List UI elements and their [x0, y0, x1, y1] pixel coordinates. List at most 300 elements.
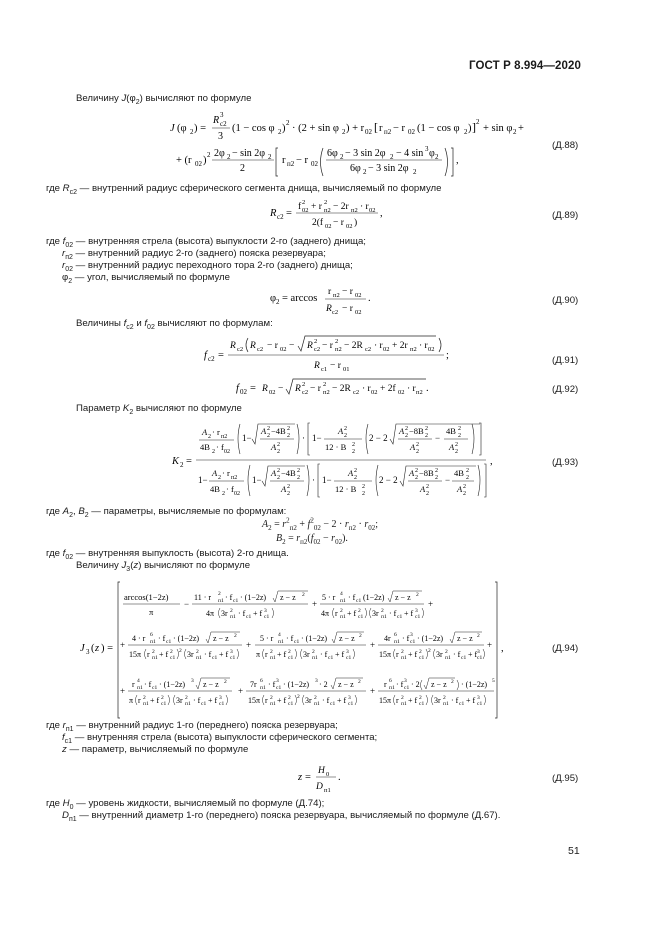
- formula-b2: $B_2 = r_{п2}(f_{02} - r_{02})$.: [276, 533, 348, 546]
- svg-text:2: 2: [340, 608, 343, 614]
- svg-text:A: A: [409, 468, 415, 478]
- svg-text:c1: c1: [348, 701, 354, 707]
- svg-text:п1: п1: [270, 655, 276, 661]
- svg-text:02: 02: [311, 160, 318, 168]
- eq-number-d88: (Д.88): [552, 140, 579, 151]
- svg-text:2: 2: [268, 153, 272, 161]
- svg-text:+ f: + f: [219, 650, 229, 659]
- text-f02-definition: где $f_{02}$ — внутренняя стрела (высота) выпуклости 2-го (заднего) днища;: [46, 236, 366, 249]
- svg-text:2: 2: [405, 433, 408, 439]
- svg-text:2: 2: [314, 695, 317, 701]
- svg-text:п2: п2: [287, 160, 295, 168]
- svg-text:2: 2: [323, 381, 327, 388]
- svg-text:2: 2: [161, 695, 164, 701]
- svg-text:п2: п2: [231, 475, 238, 481]
- svg-text:· r: · r: [360, 202, 369, 212]
- svg-text:c2: c2: [365, 346, 372, 353]
- svg-text:3: 3: [425, 145, 429, 153]
- svg-text:c2: c2: [353, 389, 360, 396]
- svg-text:· f: · f: [348, 593, 356, 602]
- svg-text:D: D: [316, 782, 323, 792]
- svg-text:A: A: [271, 442, 277, 452]
- svg-text:2: 2: [463, 484, 466, 490]
- svg-text:H: H: [318, 766, 325, 776]
- svg-text:12 · B: 12 · B: [325, 442, 347, 452]
- svg-text:R: R: [230, 341, 236, 351]
- svg-text:2: 2: [428, 648, 431, 654]
- svg-text:6: 6: [150, 632, 153, 638]
- svg-text:z − z: z − z: [457, 634, 473, 643]
- svg-text:=: =: [218, 350, 224, 361]
- text-rp1-definition: где $r_{п1}$ — внутренний радиус 1-го (переднего) пояска резервуара;: [46, 720, 338, 733]
- svg-text:+: +: [428, 599, 434, 609]
- svg-text:2: 2: [405, 426, 408, 432]
- svg-text:п1: п1: [230, 614, 236, 620]
- svg-text:п2: п2: [324, 207, 331, 214]
- svg-text:+: +: [246, 640, 252, 650]
- svg-text:15π: 15π: [379, 696, 392, 705]
- svg-text:12 · B: 12 · B: [335, 484, 357, 494]
- svg-text:A: A: [261, 426, 267, 436]
- svg-text:+ 2f: + 2f: [380, 384, 396, 394]
- svg-text:c1: c1: [219, 701, 225, 707]
- svg-text:0: 0: [326, 771, 330, 778]
- svg-text:2: 2: [278, 128, 282, 136]
- svg-text:π: π: [129, 696, 134, 705]
- svg-text:5: 5: [492, 678, 495, 684]
- svg-text:r: r: [265, 650, 268, 659]
- svg-text:− r: − r: [333, 218, 344, 228]
- svg-text:п2: п2: [416, 389, 423, 396]
- svg-text:п1: п1: [312, 655, 318, 661]
- svg-text:02: 02: [302, 207, 309, 214]
- svg-text:2: 2: [340, 153, 344, 161]
- svg-text:02: 02: [355, 292, 362, 299]
- svg-text:02: 02: [195, 160, 202, 168]
- svg-text:−: −: [445, 475, 451, 485]
- svg-text:2: 2: [277, 449, 280, 455]
- svg-text:arccos(1−2z): arccos(1−2z): [124, 592, 169, 602]
- svg-text:4B: 4B: [200, 442, 210, 452]
- svg-text:): ): [282, 123, 286, 134]
- text-k2-intro: Параметр $K_2$ вычисляют по формуле: [76, 403, 242, 416]
- svg-text:2: 2: [143, 695, 146, 701]
- svg-text:п1: п1: [137, 685, 143, 691]
- svg-text:02: 02: [269, 389, 276, 396]
- svg-text:=: =: [186, 456, 192, 467]
- svg-text:− r: − r: [342, 287, 353, 297]
- svg-text:c1: c1: [419, 701, 425, 707]
- svg-text:1−: 1−: [252, 475, 262, 485]
- svg-text:) =: ) =: [194, 123, 207, 134]
- svg-text:2: 2: [276, 298, 280, 306]
- svg-text:−8B: −8B: [409, 426, 424, 436]
- text-fc1-definition: $f_{c1}$ — внутренняя стрела (высота) выпуклости сферического сегмента;: [62, 732, 378, 745]
- svg-text:r: r: [132, 680, 135, 689]
- text-j-phi2-intro: Величину $J(\varphi_2)$ вычисляют по формуле: [76, 93, 252, 106]
- svg-text:2: 2: [287, 491, 290, 497]
- svg-text:+: +: [370, 686, 376, 696]
- svg-text:r: r: [396, 650, 399, 659]
- formula-d95: [298, 763, 358, 797]
- svg-text:4B: 4B: [454, 468, 464, 478]
- svg-text:6: 6: [389, 678, 392, 684]
- svg-text:п1: п1: [270, 701, 276, 707]
- svg-text:· 2: · 2: [319, 680, 328, 689]
- svg-text:п1: п1: [196, 655, 202, 661]
- svg-text:,: ,: [501, 643, 504, 654]
- svg-text:· f: · f: [322, 696, 330, 705]
- svg-text:c1: c1: [328, 655, 334, 661]
- text-dp1-definition: $D_{п1}$ — внутренний диаметр 1-го (переднего) пояска резервуара, вычисляемый по формуле (Д.67).: [62, 810, 501, 823]
- formula-d92: [236, 376, 436, 398]
- svg-text:c1: c1: [170, 655, 176, 661]
- svg-text:· f: · f: [268, 680, 276, 689]
- svg-text:2: 2: [352, 449, 355, 455]
- svg-text:A: A: [420, 484, 426, 494]
- svg-text:· f: · f: [238, 609, 246, 618]
- svg-text:,: ,: [456, 155, 459, 166]
- eq-number-d95: (Д.95): [552, 773, 579, 784]
- svg-text:2: 2: [458, 433, 461, 439]
- svg-text:+ f: + f: [277, 696, 287, 705]
- svg-text:2: 2: [435, 475, 438, 481]
- svg-text:2: 2: [413, 168, 417, 176]
- svg-text:02: 02: [398, 389, 405, 396]
- svg-text:2: 2: [287, 484, 290, 490]
- svg-text:2: 2: [222, 491, 225, 497]
- svg-text:2: 2: [207, 151, 211, 159]
- svg-text:2: 2: [218, 475, 221, 481]
- svg-text:2: 2: [416, 442, 419, 448]
- svg-text:2: 2: [443, 695, 446, 701]
- svg-text:02: 02: [371, 389, 378, 396]
- svg-text:3: 3: [264, 608, 267, 614]
- svg-text:= arccos: = arccos: [282, 293, 318, 304]
- svg-text:· f: · f: [396, 680, 404, 689]
- text-phi2-definition: $\varphi_2$ — угол, вычисляемый по формуле: [62, 272, 230, 285]
- svg-text:2: 2: [302, 199, 306, 206]
- svg-text:1−: 1−: [312, 433, 322, 443]
- svg-text:c1: c1: [233, 598, 239, 604]
- svg-text:2: 2: [277, 468, 280, 474]
- svg-text:2: 2: [390, 153, 394, 161]
- svg-text:− r: − r: [310, 384, 321, 394]
- svg-text:): ): [354, 218, 358, 228]
- svg-text:2: 2: [286, 119, 290, 127]
- svg-text:3r: 3r: [305, 696, 312, 705]
- svg-text:c1: c1: [161, 701, 167, 707]
- svg-text:c1: c1: [230, 655, 236, 661]
- svg-text:2: 2: [344, 433, 347, 439]
- svg-text:=: =: [286, 208, 292, 219]
- svg-text:· f: · f: [158, 634, 166, 643]
- svg-text:2: 2: [416, 592, 419, 598]
- svg-text:c1: c1: [346, 655, 352, 661]
- svg-text:3: 3: [191, 678, 194, 684]
- svg-text:c1: c1: [330, 701, 336, 707]
- svg-text:2: 2: [352, 442, 355, 448]
- svg-text:+: +: [238, 686, 244, 696]
- svg-text:+ f: + f: [468, 650, 478, 659]
- svg-text:2: 2: [152, 649, 155, 655]
- svg-text:c1: c1: [358, 614, 364, 620]
- svg-text:2: 2: [476, 118, 480, 126]
- svg-text:4r: 4r: [384, 634, 391, 643]
- svg-text:2 − 2: 2 − 2: [379, 475, 398, 485]
- formula-d93: [172, 420, 502, 502]
- svg-text:· (2 + sin φ: · (2 + sin φ: [292, 123, 339, 134]
- eq-number-d90: (Д.90): [552, 295, 579, 306]
- svg-text:2: 2: [358, 608, 361, 614]
- svg-text:· f: · f: [320, 650, 328, 659]
- svg-text:c1: c1: [477, 655, 483, 661]
- formula-d91: [204, 334, 454, 374]
- svg-text:2: 2: [455, 449, 458, 455]
- svg-text:A: A: [281, 484, 287, 494]
- svg-text:r: r: [265, 696, 268, 705]
- svg-text:2: 2: [190, 128, 194, 136]
- text-h0-definition: где $H_0$ — уровень жидкости, вычисляемый по формуле (Д.74);: [46, 798, 325, 811]
- svg-text:2: 2: [170, 649, 173, 655]
- svg-text:3: 3: [218, 131, 223, 142]
- svg-text:− 2R: − 2R: [332, 384, 351, 394]
- svg-text:п1: п1: [381, 614, 387, 620]
- svg-text:2: 2: [230, 608, 233, 614]
- svg-text:2: 2: [359, 633, 362, 639]
- svg-text:2: 2: [466, 468, 469, 474]
- svg-text:c1: c1: [321, 366, 328, 373]
- svg-text:3r: 3r: [434, 696, 441, 705]
- svg-text:2: 2: [314, 338, 318, 345]
- svg-text:c1: c1: [294, 639, 300, 645]
- svg-text:·: ·: [302, 433, 305, 443]
- svg-text:φ: φ: [429, 148, 435, 159]
- svg-text:c1: c1: [410, 639, 416, 645]
- svg-text:−: −: [289, 341, 295, 351]
- svg-text:02: 02: [280, 346, 287, 353]
- svg-text:3: 3: [415, 608, 418, 614]
- svg-text:3: 3: [276, 678, 279, 684]
- svg-text:· f: · f: [226, 484, 234, 494]
- eq-number-d93: (Д.93): [552, 457, 579, 468]
- svg-text:A: A: [399, 426, 405, 436]
- svg-text:1−: 1−: [322, 475, 332, 485]
- svg-text:2: 2: [426, 491, 429, 497]
- svg-text:3: 3: [315, 678, 318, 684]
- svg-text:2: 2: [401, 649, 404, 655]
- svg-text:2: 2: [363, 168, 367, 176]
- svg-text:2: 2: [354, 475, 357, 481]
- svg-text:2: 2: [419, 695, 422, 701]
- svg-text:r: r: [335, 609, 338, 618]
- svg-text:r: r: [138, 696, 141, 705]
- svg-text:2: 2: [381, 608, 384, 614]
- svg-text:15π: 15π: [379, 650, 392, 659]
- svg-text:02: 02: [365, 128, 372, 136]
- svg-text:4B: 4B: [446, 426, 456, 436]
- svg-text:c1: c1: [415, 614, 421, 620]
- svg-text:15π: 15π: [248, 696, 261, 705]
- svg-text:,: ,: [380, 208, 383, 219]
- svg-text:02: 02: [369, 207, 376, 214]
- svg-text:2: 2: [451, 679, 454, 685]
- svg-text:;: ;: [446, 350, 449, 361]
- svg-text:− r: − r: [322, 341, 333, 351]
- svg-text:c1: c1: [166, 639, 172, 645]
- svg-text:+ f: + f: [253, 609, 263, 618]
- svg-text:+ f: + f: [408, 650, 418, 659]
- svg-text:+ f: + f: [347, 609, 357, 618]
- svg-text:п1: п1: [394, 639, 400, 645]
- svg-text:3r: 3r: [176, 696, 183, 705]
- svg-text:3: 3: [86, 648, 90, 656]
- svg-text:2: 2: [344, 426, 347, 432]
- svg-text:c1: c1: [212, 655, 218, 661]
- svg-text:п1: п1: [340, 598, 346, 604]
- svg-text:п1: п1: [314, 701, 320, 707]
- svg-text:5 · r: 5 · r: [260, 634, 274, 643]
- svg-text:2: 2: [180, 461, 184, 469]
- svg-text:п2: п2: [333, 292, 340, 299]
- svg-text:15π: 15π: [129, 650, 142, 659]
- svg-text:7r: 7r: [250, 680, 257, 689]
- svg-text:r: r: [328, 287, 332, 297]
- svg-text:z: z: [95, 643, 100, 654]
- svg-text:3: 3: [346, 649, 349, 655]
- svg-text:) + r: ) + r: [346, 123, 365, 134]
- svg-text:2: 2: [425, 426, 428, 432]
- svg-text:п1: п1: [389, 685, 395, 691]
- formula-d89: [270, 198, 400, 232]
- svg-text:4π: 4π: [321, 609, 330, 618]
- svg-text:3: 3: [230, 649, 233, 655]
- svg-text:z: z: [298, 772, 303, 783]
- svg-text:−: −: [184, 599, 190, 609]
- svg-text:2: 2: [458, 426, 461, 432]
- svg-text:2: 2: [401, 695, 404, 701]
- svg-text:· r: · r: [419, 341, 428, 351]
- svg-text:): ): [203, 155, 207, 166]
- svg-text:r: r: [379, 123, 383, 134]
- svg-text:2: 2: [312, 649, 315, 655]
- svg-text:1−: 1−: [198, 475, 208, 485]
- svg-text:п2: п2: [410, 346, 417, 353]
- svg-text:c1: c1: [288, 701, 294, 707]
- svg-text:c1: c1: [404, 685, 410, 691]
- svg-text:3: 3: [410, 632, 413, 638]
- svg-text:(1 − cos φ: (1 − cos φ: [232, 123, 275, 134]
- svg-text:c1: c1: [356, 598, 362, 604]
- text-rc2-definition: где $R_{c2}$ — внутренний радиус сферического сегмента днища, вычисляемый по формуле: [46, 183, 442, 196]
- svg-text:+ f: + f: [466, 696, 476, 705]
- svg-text:c1: c1: [152, 685, 158, 691]
- svg-text:c2: c2: [237, 346, 244, 353]
- svg-text:· (1−2z): · (1−2z): [240, 593, 267, 602]
- svg-text:+ f: + f: [159, 650, 169, 659]
- standard-header: ГОСТ Р 8.994—2020: [469, 60, 581, 72]
- svg-text:−4B: −4B: [281, 468, 296, 478]
- svg-text:c2: c2: [220, 120, 227, 128]
- svg-text:c1: c1: [246, 614, 252, 620]
- svg-text:п1: п1: [150, 639, 156, 645]
- svg-text:3: 3: [219, 695, 222, 701]
- svg-text:п1: п1: [218, 598, 224, 604]
- svg-text:c2: c2: [208, 355, 215, 363]
- svg-text:2: 2: [288, 695, 291, 701]
- svg-text:z − z: z − z: [280, 593, 296, 602]
- svg-text:R: R: [270, 208, 277, 219]
- svg-text:2: 2: [185, 695, 188, 701]
- svg-text:+ sin φ: + sin φ: [483, 123, 513, 134]
- svg-text:2: 2: [463, 491, 466, 497]
- svg-text:2: 2: [342, 128, 346, 136]
- svg-text:f: f: [204, 350, 207, 361]
- svg-text:5 · r: 5 · r: [322, 593, 336, 602]
- svg-text:J: J: [170, 123, 175, 134]
- svg-text:c2: c2: [332, 309, 339, 316]
- svg-text:2: 2: [196, 649, 199, 655]
- svg-text:2φ: 2φ: [214, 148, 225, 159]
- text-rp2-definition: $r_{п2}$ — внутренний радиус 2-го (заднего) пояска резервуара;: [62, 248, 326, 261]
- svg-text:2: 2: [218, 591, 221, 597]
- svg-text:− r: − r: [330, 361, 341, 371]
- svg-text:+: +: [487, 640, 493, 650]
- formula-a2: $A_2 = r^2_{п2} + f^2_{02} - 2 \cdot r_{п2} \cdot r_{02}$;: [262, 516, 378, 532]
- svg-text:A: A: [271, 468, 277, 478]
- svg-text:R: R: [262, 384, 268, 394]
- svg-text:2: 2: [277, 442, 280, 448]
- svg-text:2: 2: [270, 695, 273, 701]
- svg-text:·: ·: [312, 475, 315, 485]
- svg-text:02: 02: [408, 128, 415, 136]
- svg-text:c2: c2: [277, 213, 284, 221]
- svg-text:· (1−2z): · (1−2z): [159, 680, 186, 689]
- svg-text:φ: φ: [270, 293, 277, 304]
- svg-text:· r: · r: [407, 384, 416, 394]
- svg-text:[: [: [374, 120, 378, 134]
- svg-text:3r: 3r: [221, 609, 228, 618]
- svg-text:2: 2: [477, 633, 480, 639]
- svg-text:+ f: + f: [408, 696, 418, 705]
- svg-text:· r: · r: [374, 341, 383, 351]
- svg-text:· f: · f: [451, 696, 459, 705]
- eq-number-d92: (Д.92): [552, 384, 579, 395]
- svg-text:п1: п1: [445, 655, 451, 661]
- svg-text:2: 2: [335, 338, 339, 345]
- svg-text:2: 2: [415, 468, 418, 474]
- svg-text:r: r: [147, 650, 150, 659]
- svg-text:2: 2: [224, 679, 227, 685]
- svg-text:2: 2: [354, 468, 357, 474]
- svg-text:−: −: [278, 384, 284, 394]
- svg-text:+ r: + r: [311, 202, 322, 212]
- svg-text:(: (: [91, 643, 95, 654]
- svg-text:3: 3: [477, 649, 480, 655]
- svg-text:=: =: [305, 772, 311, 783]
- svg-text:r: r: [384, 680, 387, 689]
- svg-text:· (1−2z): · (1−2z): [173, 634, 200, 643]
- svg-text:· (1−2z): · (1−2z): [301, 634, 328, 643]
- svg-text:п1: п1: [143, 701, 149, 707]
- svg-text:2: 2: [419, 649, 422, 655]
- svg-text:2: 2: [267, 433, 270, 439]
- svg-text:п2: п2: [323, 389, 330, 396]
- svg-text:· f: · f: [144, 680, 152, 689]
- svg-text:A: A: [410, 442, 416, 452]
- svg-text:− sin 2φ: − sin 2φ: [232, 148, 266, 159]
- svg-text:− 3 sin 2φ: − 3 sin 2φ: [345, 148, 386, 159]
